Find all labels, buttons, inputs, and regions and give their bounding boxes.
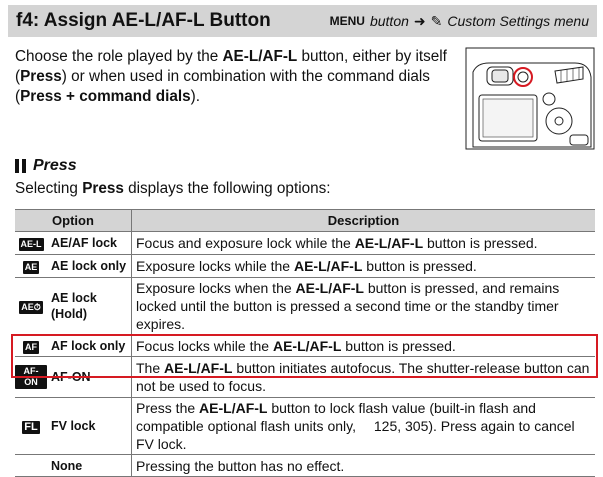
table-row xyxy=(15,232,595,255)
section-intro xyxy=(15,180,331,198)
ae-af-lock-button-label: AE-L/AF-L xyxy=(222,48,298,65)
camera-back-illustration xyxy=(465,47,595,150)
ae-af-lock-icon: AE-L xyxy=(20,239,42,249)
table-row xyxy=(15,255,595,278)
option-name: None xyxy=(47,455,132,477)
table-row xyxy=(15,398,595,455)
section-title xyxy=(15,157,77,175)
option-description: Pressing the button has no effect. xyxy=(132,455,596,477)
option-description: Press the AE-L/AF-L button to lock flash value (built-in flash and compatible optional flash units only, 125, 305). Press again to cancel FV lock. xyxy=(132,398,596,455)
section-intro-c: displays the following options: xyxy=(123,180,331,197)
header-description: Description xyxy=(132,210,596,232)
intro-press: Press xyxy=(20,68,62,85)
header-option: Option xyxy=(15,210,132,232)
section-marker-icon xyxy=(15,159,27,173)
option-name: AE lock only xyxy=(47,255,132,278)
intro-text-4: ). xyxy=(190,88,200,105)
option-name: FV lock xyxy=(47,398,132,455)
menu-label: MENU xyxy=(329,14,365,28)
pencil-icon: ✎ xyxy=(430,12,443,29)
intro-text-3: ) or when used in combination with the command dials ( xyxy=(15,68,430,105)
option-description: Focus locks while the AE-L/AF-L button is pressed. xyxy=(132,335,596,357)
option-name: AF lock only xyxy=(47,335,132,357)
table-row xyxy=(15,455,595,477)
flash-lock-icon: FL xyxy=(24,421,38,433)
option-description: The AE-L/AF-L button initiates autofocus. The shutter-release button can not be used to focus. xyxy=(132,357,596,398)
af-lock-icon: AF xyxy=(25,341,37,352)
page-title: f4: Assign AE-L/AF-L Button xyxy=(16,10,271,31)
section-intro-a: Selecting xyxy=(15,180,83,197)
page-header xyxy=(8,5,597,37)
intro-text-1: Choose the role played by the xyxy=(15,48,223,65)
menu-word: button xyxy=(369,13,409,29)
option-description: Exposure locks when the AE-L/AF-L button is pressed, and remains locked until the button is pressed a second time or the standby timer expires. xyxy=(132,278,596,335)
option-name: AE lock (Hold) xyxy=(47,278,132,335)
options-table xyxy=(15,209,595,477)
arrow-icon: ➜ xyxy=(413,12,426,29)
intro-press-dials: Press + command dials xyxy=(20,88,191,105)
option-name: AE/AF lock xyxy=(47,232,132,255)
option-description: Focus and exposure lock while the AE-L/AF-L button is pressed. xyxy=(132,232,596,255)
menu-path xyxy=(330,13,589,30)
ae-lock-hold-icon: AE⏱ xyxy=(21,302,41,312)
table-row-highlighted xyxy=(15,357,595,398)
section-title-text: Press xyxy=(33,157,77,174)
section-intro-b: Press xyxy=(82,180,124,197)
option-name: AF-ON xyxy=(47,357,132,398)
intro-text-2: button, either by itself ( xyxy=(15,48,447,85)
af-on-icon: AF-ON xyxy=(15,365,47,389)
table-row xyxy=(15,335,595,357)
menu-destination: Custom Settings menu xyxy=(447,13,589,29)
intro-paragraph xyxy=(15,47,460,107)
ae-lock-icon: AE xyxy=(24,262,38,272)
table-row xyxy=(15,278,595,335)
option-description: Exposure locks while the AE-L/AF-L button is pressed. xyxy=(132,255,596,278)
